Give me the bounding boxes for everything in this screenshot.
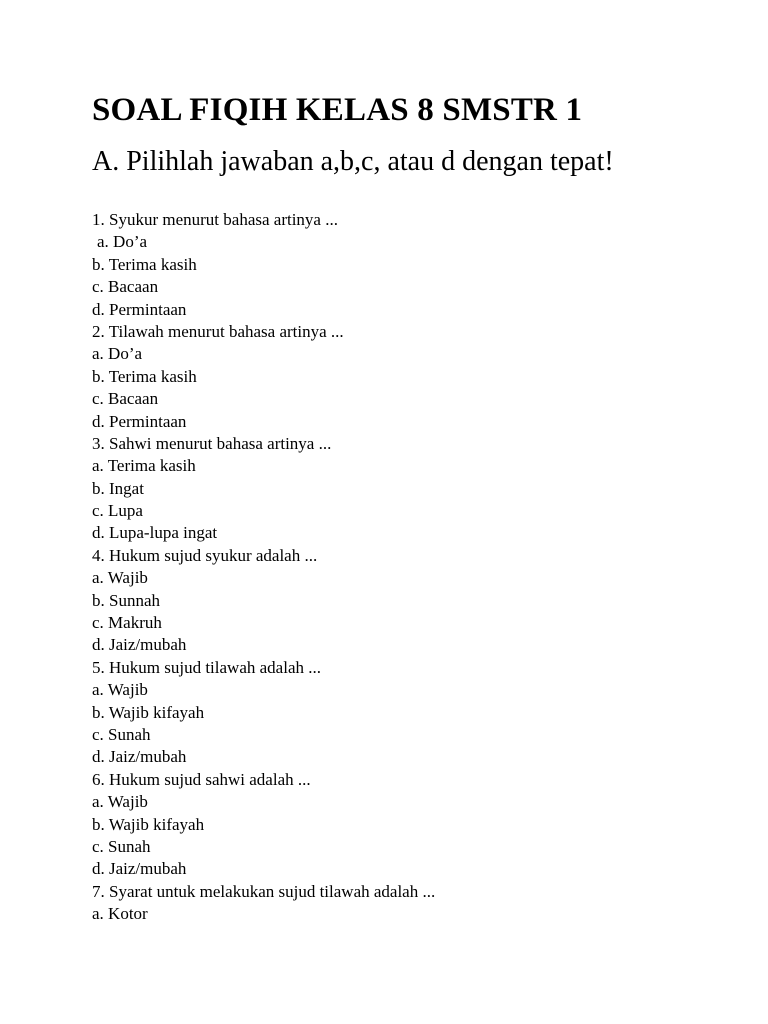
option-line: a. Wajib [92, 568, 148, 588]
option-line: d. Jaiz/mubah [92, 859, 187, 879]
option-line: b. Terima kasih [92, 366, 197, 386]
document-title: SOAL FIQIH KELAS 8 SMSTR 1 [92, 92, 583, 128]
option-line: c. Lupa [92, 501, 143, 521]
question-line: 2. Tilawah menurut bahasa artinya ... [92, 321, 344, 341]
question-line: 5. Hukum sujud tilawah adalah ... [92, 657, 321, 677]
question-line: 4. Hukum sujud syukur adalah ... [92, 545, 318, 565]
option-line: a. Terima kasih [92, 456, 196, 476]
option-line: a. Do’a [97, 232, 148, 252]
option-line: d. Lupa-lupa ingat [92, 523, 218, 543]
option-line: d. Jaiz/mubah [92, 635, 187, 655]
question-line: 6. Hukum sujud sahwi adalah ... [92, 769, 311, 789]
option-line: d. Jaiz/mubah [92, 747, 187, 767]
option-line: d. Permintaan [92, 299, 187, 319]
option-line: a. Wajib [92, 680, 148, 700]
question-line: 1. Syukur menurut bahasa artinya ... [92, 210, 338, 229]
option-line: c. Makruh [92, 613, 162, 633]
option-line: b. Wajib kifayah [92, 702, 205, 722]
option-line: b. Ingat [92, 478, 144, 498]
instruction-text: A. Pilihlah jawaban a,b,c, atau d dengan tepat! [92, 146, 614, 177]
option-line: a. Do’a [92, 344, 143, 364]
question-line: 3. Sahwi menurut bahasa artinya ... [92, 433, 332, 453]
option-line: b. Wajib kifayah [92, 814, 205, 834]
option-line: c. Bacaan [92, 277, 159, 297]
option-line: c. Sunah [92, 724, 151, 744]
option-line: c. Sunah [92, 836, 151, 856]
option-line: a. Wajib [92, 792, 148, 812]
option-line: b. Sunnah [92, 590, 160, 610]
option-line: d. Permintaan [92, 411, 187, 431]
option-line: c. Bacaan [92, 389, 159, 409]
option-line: a. Kotor [92, 904, 148, 924]
question-line: 7. Syarat untuk melakukan sujud tilawah adalah ... [92, 881, 436, 901]
question-list [92, 209, 435, 926]
option-line: b. Terima kasih [92, 254, 197, 274]
